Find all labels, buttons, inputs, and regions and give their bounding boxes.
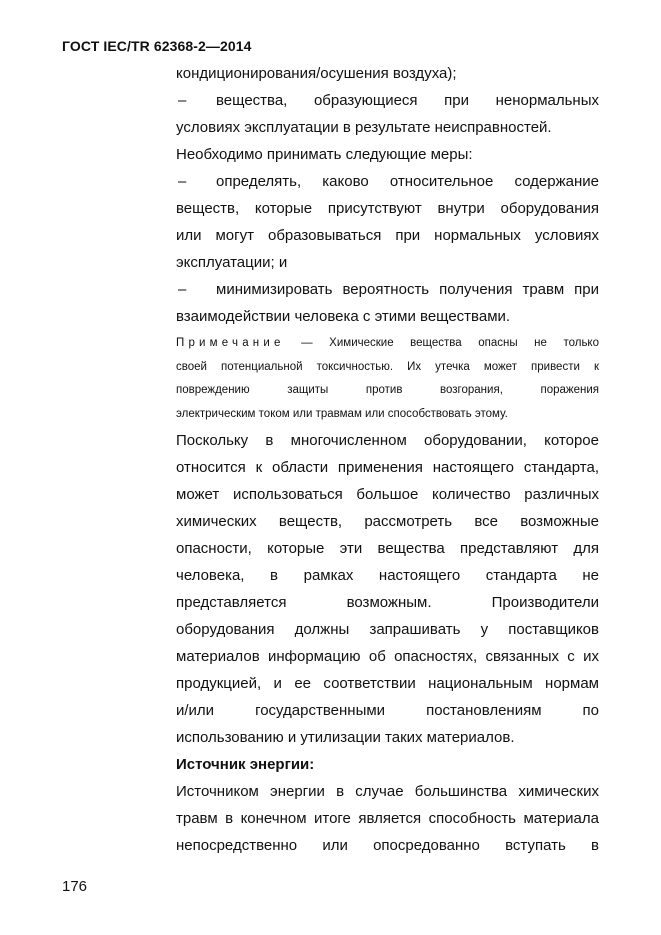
list-item xyxy=(176,168,599,195)
page-number: 176 xyxy=(62,878,88,895)
note-line: своей потенциальной токсичностью. Их утечка может привести к xyxy=(176,360,599,373)
text-line: Поскольку в многочисленном оборудовании, которое xyxy=(176,432,599,449)
text-line: непосредственно или опосредованно вступать в xyxy=(176,837,599,854)
text-line: и/или государственными постановлениям по xyxy=(176,702,599,719)
text-line: кондиционирования/осушения воздуха); xyxy=(176,65,457,82)
text-line: эксплуатации; и xyxy=(176,254,288,271)
list-item xyxy=(176,276,599,303)
text-line: химических веществ, рассмотреть все возможные xyxy=(176,513,599,530)
text-line: материалов информацию об опасностях, связанных с их xyxy=(176,648,599,665)
list-item-text: вещества, образующиеся при ненормальных xyxy=(216,92,599,109)
note-line xyxy=(176,332,599,356)
list-item-text: определять, каково относительное содержание xyxy=(216,173,599,190)
page-body xyxy=(176,60,599,859)
note-text: — Химические вещества опасны не только xyxy=(284,337,599,349)
text-line: оборудования должны запрашивать у поставщиков xyxy=(176,621,599,638)
measures-intro: Необходимо принимать следующие меры: xyxy=(176,146,473,163)
document-header: ГОСТ IEC/TR 62368-2—2014 xyxy=(62,38,252,54)
note-line: повреждению защиты против возгорания, поражения xyxy=(176,384,599,396)
text-line: относится к области применения настоящего стандарта, xyxy=(176,459,599,476)
text-line: Источником энергии в случае большинства химических xyxy=(176,783,599,800)
note-label: Примечание xyxy=(176,337,285,349)
dash-marker: – xyxy=(178,92,187,109)
text-line: взаимодействии человека с этими веществами. xyxy=(176,308,511,325)
text-line: может использоваться большое количество различных xyxy=(176,486,599,503)
section-heading: Источник энергии: xyxy=(176,756,315,773)
note-line: электрическим током или травмам или способствовать этому. xyxy=(176,407,508,420)
text-line: опасности, которые эти вещества представляют для xyxy=(176,540,599,557)
text-line: представляется возможным. Производители xyxy=(176,594,599,611)
list-item xyxy=(176,87,599,114)
text-line: человека, в рамках настоящего стандарта не xyxy=(176,567,599,584)
text-line: травм в конечном итоге является способность материала xyxy=(176,810,599,827)
text-line: условиях эксплуатации в результате неисправностей. xyxy=(176,119,552,136)
list-item-text: минимизировать вероятность получения травм при xyxy=(216,281,599,298)
dash-marker: – xyxy=(178,173,187,190)
text-line: или могут образовываться при нормальных условиях xyxy=(176,227,599,244)
text-line: использованию и утилизации таких материалов. xyxy=(176,729,515,746)
dash-marker: – xyxy=(178,281,187,298)
text-line: продукцией, и ее соответствии национальным нормам xyxy=(176,675,599,692)
text-line: веществ, которые присутствуют внутри оборудования xyxy=(176,200,599,217)
